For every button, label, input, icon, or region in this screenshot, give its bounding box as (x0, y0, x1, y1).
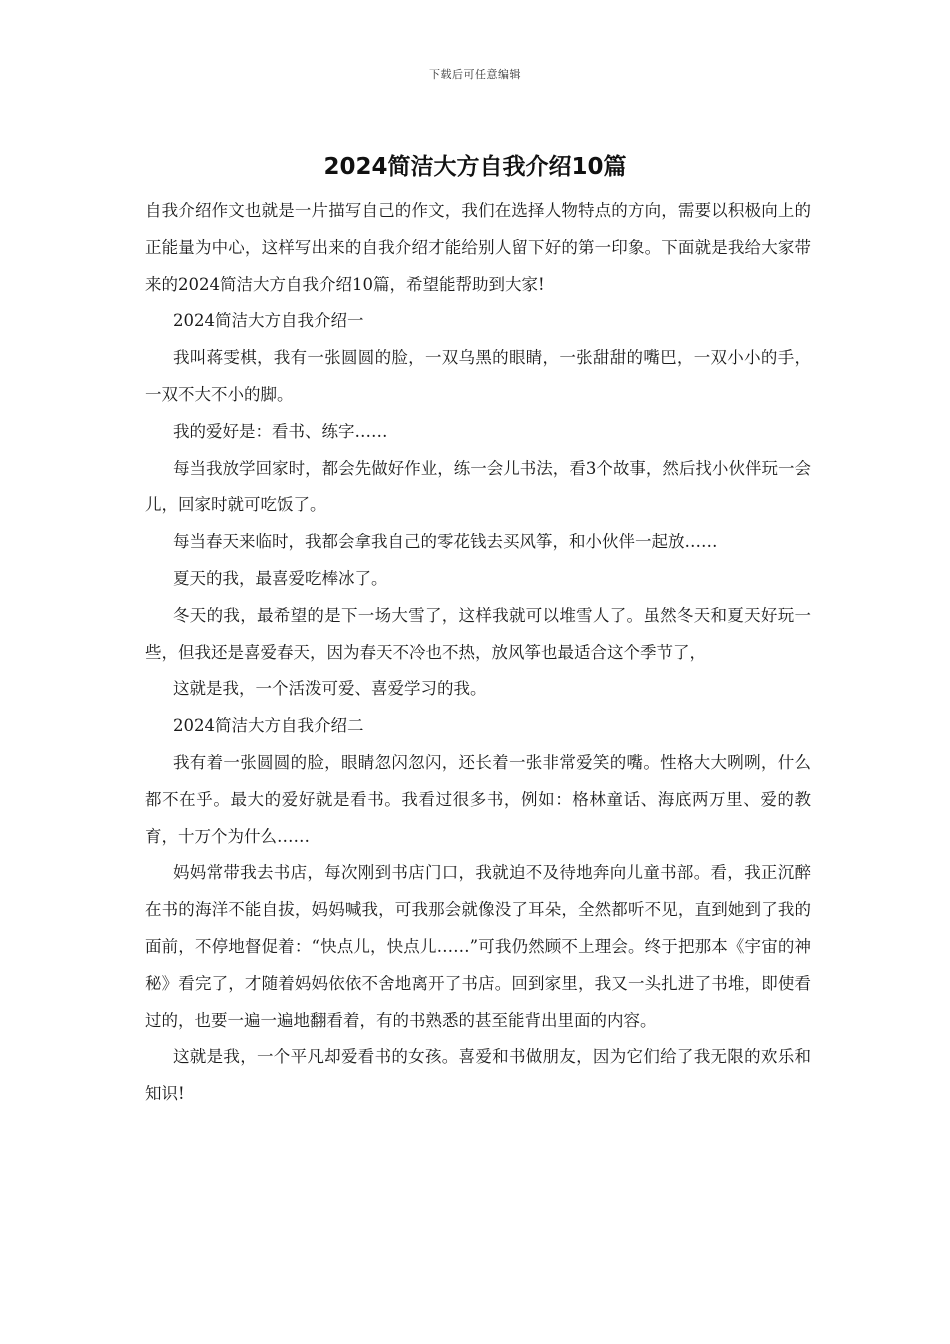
paragraph: 2024简洁大方自我介绍二 (173, 716, 364, 736)
document-title: 2024简洁大方自我介绍10篇 (323, 154, 627, 180)
paragraph: 妈妈常带我去书店，每次刚到书店门口，我就迫不及待地奔向儿童书部。看，我正沉醉在书的海洋不能自拔，妈妈喊我，可我那会就像没了耳朵，全然都听不见，直到她到了我的面前，不停地督促着：“快点儿，快点儿……”可我仍然顾不上理会。终于把那本《宇宙的神秘》看完了，才随着妈妈依依不舍地离开了书店。回到家里，我又一头扎进了书堆，即使看过的，也要一遍一遍地翻看着，有的书熟悉的甚至能背出里面的内容。 (145, 863, 811, 1030)
paragraph: 夏天的我，最喜爱吃棒冰了。 (173, 568, 388, 588)
paragraph: 我的爱好是：看书、练字…… (173, 421, 388, 441)
document-body (145, 193, 811, 1113)
paragraph: 每当春天来临时，我都会拿我自己的零花钱去买风筝，和小伙伴一起放…… (173, 532, 718, 552)
paragraph: 每当我放学回家时，都会先做好作业，练一会儿书法，看3个故事，然后找小伙伴玩一会儿，回家时就可吃饭了。 (145, 458, 811, 515)
paragraph: 我叫蒋雯棋，我有一张圆圆的脸，一双乌黑的眼睛，一张甜甜的嘴巴，一双小小的手，一双不大不小的脚。 (145, 348, 811, 404)
paragraph: 2024简洁大方自我介绍一 (173, 311, 364, 331)
paragraph: 我有着一张圆圆的脸，眼睛忽闪忽闪，还长着一张非常爱笑的嘴。性格大大咧咧，什么都不在乎。最大的爱好就是看书。我看过很多书，例如：格林童话、海底两万里、爱的教育，十万个为什么…… (145, 752, 811, 846)
paragraph: 这就是我，一个平凡却爱看书的女孩。喜爱和书做朋友，因为它们给了我无限的欢乐和知识! (145, 1047, 811, 1104)
paragraph: 这就是我，一个活泼可爱、喜爱学习的我。 (173, 679, 487, 699)
header-note: 下载后可任意编辑 (429, 68, 521, 81)
paragraph: 冬天的我，最希望的是下一场大雪了，这样我就可以堆雪人了。虽然冬天和夏天好玩一些，但我还是喜爱春天，因为春天不冷也不热，放风筝也最适合这个季节了， (145, 605, 811, 662)
paragraph: 自我介绍作文也就是一片描写自己的作文，我们在选择人物特点的方向，需要以积极向上的正能量为中心，这样写出来的自我介绍才能给别人留下好的第一印象。下面就是我给大家带来的2024简洁大方自我介绍10篇，希望能帮助到大家! (145, 201, 811, 294)
